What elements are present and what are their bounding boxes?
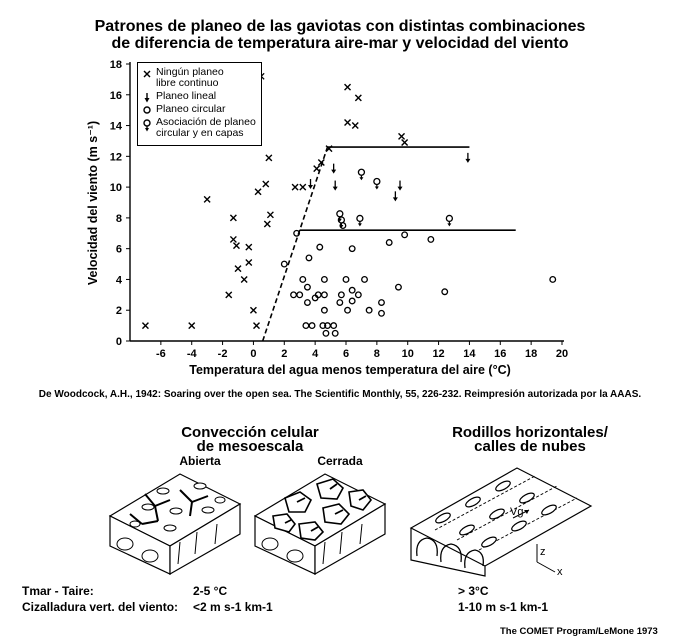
x-tick-label: 4 xyxy=(312,348,319,360)
y-tick-label: 10 xyxy=(109,182,122,195)
point-circular-soaring xyxy=(366,307,372,313)
point-mixed-soaring xyxy=(374,178,380,189)
z-axis-label: z xyxy=(540,546,546,558)
point-circular-soaring xyxy=(442,289,448,295)
point-no-soaring xyxy=(314,166,320,172)
closed-cells-label: Cerrada xyxy=(317,454,363,468)
x-tick-label: 0 xyxy=(250,348,257,360)
point-linear-soaring xyxy=(333,181,338,191)
point-circular-soaring xyxy=(317,244,323,250)
wind-shear-label: Cizalladura vert. del viento: xyxy=(22,600,179,614)
point-no-soaring xyxy=(233,243,239,249)
point-no-soaring xyxy=(267,212,273,218)
legend-label-association: Asociación de planeo xyxy=(156,116,256,128)
point-linear-soaring xyxy=(331,164,336,174)
x-tick-label: 8 xyxy=(373,348,380,360)
point-circular-soaring xyxy=(322,277,328,283)
point-linear-soaring xyxy=(308,179,313,189)
legend-label-linear: Planeo lineal xyxy=(156,90,217,102)
chart-title-line2: de diferencia de temperatura aire-mar y velocidad del viento xyxy=(111,35,569,52)
point-circular-soaring xyxy=(349,287,355,293)
point-mixed-soaring xyxy=(338,217,344,228)
x-tick-label: 20 xyxy=(555,348,569,360)
point-no-soaring xyxy=(345,84,351,90)
point-no-soaring xyxy=(402,139,408,145)
legend-label-association-2: circular y en capas xyxy=(156,127,244,139)
x-tick-label: 6 xyxy=(342,348,350,360)
legend-symbols xyxy=(140,65,154,143)
point-mixed-soaring xyxy=(358,169,364,180)
point-no-soaring xyxy=(352,123,358,129)
legend-label-no-soaring-2: libre continuo xyxy=(156,77,219,89)
point-no-soaring xyxy=(250,307,256,313)
point-no-soaring xyxy=(142,323,148,329)
rolls-title-line1: Rodillos horizontales/ xyxy=(452,424,608,441)
rolls-title-line2: calles de nubes xyxy=(474,438,586,455)
point-circular-soaring xyxy=(309,323,315,329)
point-no-soaring xyxy=(241,276,247,282)
point-linear-soaring xyxy=(398,181,403,191)
y-tick-label: 6 xyxy=(115,243,122,256)
point-circular-soaring xyxy=(349,298,355,304)
x-tick-label: -6 xyxy=(155,348,166,360)
point-no-soaring xyxy=(230,236,236,242)
point-no-soaring xyxy=(255,189,261,195)
temp-diff-cellular: 2-5 °C xyxy=(193,584,228,598)
point-circular-soaring xyxy=(343,277,349,283)
x-tick-label: 10 xyxy=(401,348,414,360)
y-tick-label: 16 xyxy=(109,89,122,102)
point-circular-soaring xyxy=(305,284,311,290)
x-tick-label: 16 xyxy=(494,348,507,360)
y-tick-label: 2 xyxy=(115,305,122,318)
point-no-soaring xyxy=(345,119,351,125)
point-circular-soaring xyxy=(362,277,368,283)
y-tick-label: 8 xyxy=(115,212,122,225)
point-linear-soaring xyxy=(393,191,398,201)
point-no-soaring xyxy=(246,244,252,250)
point-circular-soaring xyxy=(297,292,303,298)
point-circular-soaring xyxy=(300,277,306,283)
point-circular-soaring xyxy=(396,284,402,290)
point-no-soaring xyxy=(230,215,236,221)
point-circular-soaring xyxy=(337,300,343,306)
vg-axis-label: Vg xyxy=(510,506,524,518)
point-circular-soaring xyxy=(303,323,309,329)
legend-circle-icon xyxy=(144,107,150,113)
point-circular-soaring xyxy=(339,292,345,298)
chart-title-line1: Patrones de planeo de las gaviotas con distintas combinaciones xyxy=(94,18,586,35)
open-cells-label: Abierta xyxy=(179,454,221,468)
point-no-soaring xyxy=(292,184,298,190)
y-tick-label: 14 xyxy=(109,120,122,133)
temp-diff-label: Tmar - Taire: xyxy=(22,584,94,598)
chart-legend xyxy=(137,62,262,146)
temp-diff-rolls: > 3°C xyxy=(458,584,489,598)
closed-cells-diagram xyxy=(245,466,395,576)
point-circular-soaring xyxy=(379,300,385,306)
credit: The COMET Program/LeMone 1973 xyxy=(500,626,658,637)
cellular-title-line1: Convección celular xyxy=(181,424,319,441)
rolls-diagram xyxy=(405,458,595,580)
y-axis-label: Velocidad del viento (m s⁻¹) xyxy=(86,120,100,286)
legend-label-no-soaring: Ningún planeo xyxy=(156,66,224,78)
point-linear-soaring xyxy=(465,153,470,163)
point-no-soaring xyxy=(399,133,405,139)
point-no-soaring xyxy=(204,196,210,202)
x-axis-label: Temperatura del agua menos temperatura del aire (°C) xyxy=(189,363,511,377)
y-tick-label: 4 xyxy=(115,274,122,287)
point-circular-soaring xyxy=(281,261,287,267)
point-no-soaring xyxy=(355,95,361,101)
open-cells-diagram xyxy=(100,466,250,576)
x-tick-label: -2 xyxy=(217,348,228,360)
point-circular-soaring xyxy=(550,277,556,283)
point-no-soaring xyxy=(226,292,232,298)
point-mixed-soaring xyxy=(446,215,452,226)
citation: De Woodcock, A.H., 1942: Soaring over the open sea. The Scientific Monthly, 55, 226-232. Reimpresión autorizada por la AAAS. xyxy=(38,389,642,400)
point-circular-soaring xyxy=(322,307,328,313)
legend-circle-arrow-icon xyxy=(144,120,150,132)
point-circular-soaring xyxy=(291,292,297,298)
point-no-soaring xyxy=(254,323,260,329)
x-tick-label: 12 xyxy=(432,348,445,360)
point-circular-soaring xyxy=(428,237,434,243)
point-circular-soaring xyxy=(332,331,338,337)
point-circular-soaring xyxy=(331,323,337,329)
wind-shear-cellular: <2 m s-1 km-1 xyxy=(193,600,273,614)
legend-label-circular: Planeo circular xyxy=(156,103,226,115)
x-tick-label: -4 xyxy=(186,348,197,360)
point-no-soaring xyxy=(264,221,270,227)
point-mixed-soaring xyxy=(357,215,363,226)
boundary-lines xyxy=(263,147,516,341)
point-circular-soaring xyxy=(323,331,329,337)
legend-x-icon xyxy=(144,71,150,77)
cellular-title-line2: de mesoescala xyxy=(196,438,304,455)
point-circular-soaring xyxy=(345,307,351,313)
x-tick-label: 18 xyxy=(525,348,538,360)
point-no-soaring xyxy=(246,260,252,266)
point-circular-soaring xyxy=(402,232,408,238)
point-no-soaring xyxy=(300,184,306,190)
x-axis-small-label: x xyxy=(557,566,563,578)
point-circular-soaring xyxy=(322,292,328,298)
legend-arrow-icon xyxy=(145,93,150,103)
x-tick-label: 14 xyxy=(463,348,476,360)
x-tick-label: 2 xyxy=(281,348,288,360)
y-tick-label: 12 xyxy=(109,151,122,164)
point-no-soaring xyxy=(266,155,272,161)
point-circular-soaring xyxy=(306,255,312,261)
point-no-soaring xyxy=(189,323,195,329)
y-tick-label: 0 xyxy=(115,336,122,348)
point-circular-soaring xyxy=(386,240,392,246)
point-no-soaring xyxy=(263,181,269,187)
wind-shear-rolls: 1-10 m s-1 km-1 xyxy=(458,600,549,614)
point-circular-soaring xyxy=(349,246,355,252)
y-tick-label: 18 xyxy=(109,59,122,71)
point-circular-soaring xyxy=(379,311,385,317)
point-circular-soaring xyxy=(305,300,311,306)
point-circular-soaring xyxy=(356,292,362,298)
point-no-soaring xyxy=(235,266,241,272)
dashed-boundary-line xyxy=(263,147,328,341)
